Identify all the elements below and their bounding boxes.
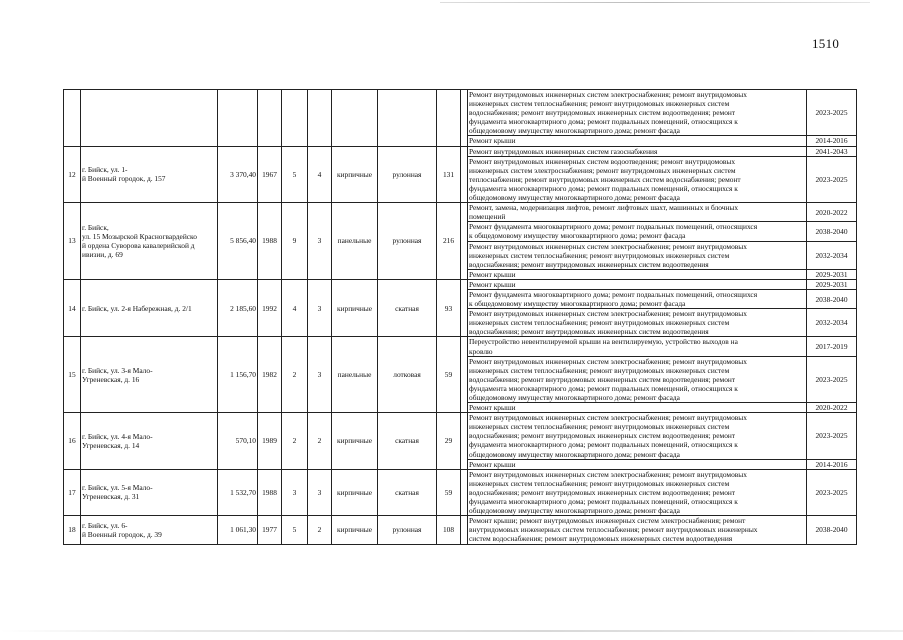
period-cell: 2023-2025 [807,90,857,136]
table-row [64,279,857,289]
work-description-cell [468,309,807,337]
roof-type-cell: скатная [378,279,437,337]
repair-schedule-table [63,89,857,545]
address-cell [81,90,218,147]
table-row [64,516,857,544]
scan-edge-top [440,2,870,3]
residents-cell [437,90,461,147]
year-built-cell: 1989 [258,413,282,470]
residents-cell: 108 [437,516,461,544]
spacer-cell [461,469,468,515]
period-cell: 2038-2040 [807,222,857,241]
residents-cell: 59 [437,337,461,413]
work-description-cell [468,156,807,202]
period-cell: 2023-2025 [807,469,857,515]
table-row [64,337,857,356]
table-row [64,90,857,136]
floors-cell: 4 [282,279,308,337]
work-line: Ремонт, замена, модернизация лифтов, ремонт лифтовых шахт, машинных и блочных [469,203,739,213]
address-line: й Военный городок, д. 157 [82,174,166,184]
residents-cell: 29 [437,413,461,470]
wall-material-cell: кирпичные [332,413,378,470]
work-line: Ремонт крыши [469,459,516,469]
work-line: Ремонт крыши; ремонт внутридомовых инженерных систем электроснабжения; ремонт [469,516,746,526]
floors-cell: 2 [282,337,308,413]
roof-type-cell: рулонная [378,516,437,544]
wall-material-cell: кирпичные [332,516,378,544]
wall-material-cell: панельные [332,203,378,280]
work-line: кровлю [469,346,493,356]
year-built-cell: 1982 [258,337,282,413]
work-description-cell [468,403,807,413]
address-line: Угреневская, д. 16 [82,374,140,384]
spacer-cell [461,337,468,413]
work-line: к общедомовому имуществу многоквартирного дома; ремонт фасада [469,231,686,241]
spacer-cell [461,279,468,337]
work-line: общедомовому имуществу многоквартирного дома; ремонт фасада [469,126,680,136]
address-line: г. Бийск, ул. 5-я Мало- [82,483,153,493]
address-line: г. Бийск, [82,222,109,232]
address-cell [81,279,218,337]
page-number: 1510 [812,36,840,51]
period-cell: 2029-2031 [807,279,857,289]
work-description-cell [468,203,807,222]
work-line: фундамента многоквартирного дома; ремонт подвальных помещений, относящихся к [469,117,738,127]
area-cell: 1 532,70 [218,469,258,515]
work-line: Ремонт внутридомовых инженерных систем электроснабжения; ремонт внутридомовых [469,90,747,99]
work-line: инженерных систем теплоснабжения; ремонт внутридомовых инженерных систем [469,478,730,488]
address-cell [81,413,218,470]
wall-material-cell: кирпичные [332,146,378,203]
spacer-cell [461,516,468,544]
work-line: к общедомовому имуществу многоквартирного дома; ремонт фасада [469,299,686,309]
work-description-cell [468,459,807,469]
entrances-cell: 2 [308,413,332,470]
work-line: Ремонт крыши [469,279,516,289]
work-line: теплоснабжения; ремонт внутридомовых инженерных систем водоснабжения; ремонт [469,174,741,184]
work-description-cell [468,413,807,459]
house-number-cell: 16 [64,413,81,470]
spacer-cell [461,90,468,147]
floors-cell: 9 [282,203,308,280]
work-description-cell [468,356,807,402]
area-cell: 1 156,70 [218,337,258,413]
address-line: г. Бийск, ул. 4-я Мало- [82,431,153,441]
residents-cell: 216 [437,203,461,280]
entrances-cell: 3 [308,279,332,337]
house-number-cell: 18 [64,516,81,544]
table-row [64,469,857,515]
roof-type-cell: лотковая [378,337,437,413]
address-cell [81,146,218,203]
roof-type-cell: рулонная [378,203,437,280]
area-cell: 5 856,40 [218,203,258,280]
work-line: водоснабжения; ремонт внутридомовых инженерных систем водоотведения; ремонт [469,487,736,497]
roof-type-cell: рулонная [378,146,437,203]
spacer-cell [461,146,468,203]
work-line: Ремонт крыши [469,269,516,279]
area-cell [218,90,258,147]
entrances-cell: 2 [308,516,332,544]
house-number-cell: 14 [64,279,81,337]
spacer-cell [461,413,468,470]
address-line: г. Бийск, ул. 6- [82,520,128,530]
area-cell: 3 370,40 [218,146,258,203]
address-cell [81,203,218,280]
address-cell [81,337,218,413]
work-description-cell [468,337,807,356]
table-row [64,146,857,156]
work-line: Ремонт фундамента многоквартирного дома; ремонт подвальных помещений, относящихся [469,289,758,299]
period-cell: 2032-2034 [807,309,857,337]
house-number-cell: 12 [64,146,81,203]
roof-type-cell: скатная [378,413,437,470]
period-cell: 2029-2031 [807,269,857,279]
work-description-cell [468,289,807,308]
area-cell: 1 061,30 [218,516,258,544]
work-description-cell [468,146,807,156]
work-line: Ремонт крыши [469,136,516,146]
wall-material-cell: кирпичные [332,469,378,515]
house-number-cell: 17 [64,469,81,515]
residents-cell: 59 [437,469,461,515]
address-line: г. Бийск, ул. 2-я Набережная, д. 2/1 [82,303,192,313]
work-description-cell [468,90,807,136]
address-line: Угреневская, д. 14 [82,440,140,450]
work-line: фундамента многоквартирного дома; ремонт подвальных помещений, относящихся к [469,383,738,393]
year-built-cell [258,90,282,147]
work-line: Ремонт внутридомовых инженерных систем газоснабжения [469,146,658,156]
work-line: инженерных систем теплоснабжения; ремонт внутридомовых инженерных систем [469,365,730,375]
period-cell: 2041-2043 [807,146,857,156]
work-line: Ремонт внутридомовых инженерных систем электроснабжения; ремонт внутридомовых [469,241,747,251]
address-line: Угреневская, д. 31 [82,492,140,502]
work-description-cell [468,222,807,241]
year-built-cell: 1988 [258,469,282,515]
address-line: г. Бийск, ул. 3-я Мало- [82,365,153,375]
floors-cell: 5 [282,516,308,544]
work-description-cell [468,516,807,544]
work-line: фундамента многоквартирного дома; ремонт подвальных помещений, относящихся к [469,497,738,507]
roof-type-cell [378,90,437,147]
work-line: внутридомовых инженерных систем теплоснабжения; ремонт внутридомовых инженерных [469,525,758,535]
entrances-cell: 3 [308,203,332,280]
wall-material-cell: кирпичные [332,279,378,337]
period-cell: 2023-2025 [807,356,857,402]
work-line: водоснабжения; ремонт внутридомовых инженерных систем водоотведения; ремонт [469,431,736,441]
work-line: общедомовому имуществу многоквартирного дома; ремонт фасада [469,449,680,459]
floors-cell: 2 [282,413,308,470]
entrances-cell [308,90,332,147]
work-line: общедомовому имуществу многоквартирного дома; ремонт фасада [469,193,680,203]
work-line: Ремонт внутридомовых инженерных систем электроснабжения; ремонт внутридомовых [469,469,747,479]
work-description-cell [468,269,807,279]
work-line: Ремонт внутридомовых инженерных систем электроснабжения; ремонт внутридомовых [469,356,747,366]
work-line: систем водоснабжения; ремонт внутридомовых инженерных систем водоотведения [469,534,733,544]
work-line: инженерных систем теплоснабжения; ремонт внутридомовых инженерных систем [469,250,730,260]
work-description-cell [468,241,807,269]
address-line: й ордена Суворова кавалерийской д [82,241,195,250]
house-number-cell: 15 [64,337,81,413]
address-line: ивизии, д. 69 [82,250,123,260]
address-cell [81,469,218,515]
work-line: инженерных систем электроснабжения; ремонт внутридомовых инженерных систем [469,165,736,175]
work-line: фундамента многоквартирного дома; ремонт подвальных помещений, относящихся к [469,183,738,193]
address-line: ул. 15 Мозырской Красногвардейско [82,231,197,241]
work-line: Ремонт внутридомовых инженерных систем электроснабжения; ремонт внутридомовых [469,413,747,423]
address-line: г. Бийск, ул. 1- [82,165,128,175]
work-line: помещений [469,212,506,222]
period-cell: 2020-2022 [807,403,857,413]
entrances-cell: 3 [308,337,332,413]
area-cell: 570,10 [218,413,258,470]
work-line: инженерных систем теплоснабжения; ремонт внутридомовых инженерных систем [469,422,730,432]
work-line: Ремонт внутридомовых инженерных систем электроснабжения; ремонт внутридомовых [469,309,747,319]
work-description-cell [468,136,807,146]
table-row [64,203,857,222]
work-line: Ремонт фундамента многоквартирного дома; ремонт подвальных помещений, относящихся [469,222,758,232]
period-cell: 2038-2040 [807,289,857,308]
work-line: общедомовому имуществу многоквартирного дома; ремонт фасада [469,393,680,402]
work-line: Ремонт внутридомовых инженерных систем водоотведения; ремонт внутридомовых [469,156,736,166]
floors-cell [282,90,308,147]
work-description-cell [468,469,807,515]
year-built-cell: 1977 [258,516,282,544]
year-built-cell: 1967 [258,146,282,203]
table-row [64,413,857,459]
floors-cell: 3 [282,469,308,515]
work-line: инженерных систем теплоснабжения; ремонт внутридомовых инженерных систем [469,99,730,109]
work-line: общедомовому имуществу многоквартирного дома; ремонт фасада [469,506,680,516]
year-built-cell: 1992 [258,279,282,337]
period-cell: 2023-2025 [807,156,857,202]
entrances-cell: 4 [308,146,332,203]
spacer-cell [461,203,468,280]
wall-material-cell: панельные [332,337,378,413]
work-line: фундамента многоквартирного дома; ремонт подвальных помещений, относящихся к [469,440,738,450]
period-cell: 2014-2016 [807,136,857,146]
residents-cell: 131 [437,146,461,203]
floors-cell: 5 [282,146,308,203]
work-line: инженерных систем теплоснабжения; ремонт внутридомовых инженерных систем [469,318,730,328]
work-line: Ремонт крыши [469,403,516,413]
work-line: водоснабжения; ремонт внутридомовых инженерных систем водоотведения; ремонт [469,108,736,118]
work-line: водоснабжения; ремонт внутридомовых инженерных систем водоотведения [469,259,709,269]
period-cell: 2017-2019 [807,337,857,356]
roof-type-cell: скатная [378,469,437,515]
year-built-cell: 1988 [258,203,282,280]
entrances-cell: 3 [308,469,332,515]
period-cell: 2023-2025 [807,413,857,459]
work-description-cell [468,279,807,289]
work-line: водоснабжения; ремонт внутридомовых инженерных систем водоотведения; ремонт [469,374,736,384]
address-cell [81,516,218,544]
work-line: водоснабжения; ремонт внутридомовых инженерных систем водоотведения [469,327,709,337]
house-number-cell [64,90,81,147]
period-cell: 2014-2016 [807,459,857,469]
area-cell: 2 185,60 [218,279,258,337]
residents-cell: 93 [437,279,461,337]
period-cell: 2020-2022 [807,203,857,222]
work-line: Переустройство невентилируемой крыши на вентилируемую, устройство выходов на [469,337,738,347]
address-line: й Военный городок, д. 39 [82,529,162,539]
wall-material-cell [332,90,378,147]
period-cell: 2038-2040 [807,516,857,544]
scan-edge-bottom [0,630,903,632]
house-number-cell: 13 [64,203,81,280]
period-cell: 2032-2034 [807,241,857,269]
